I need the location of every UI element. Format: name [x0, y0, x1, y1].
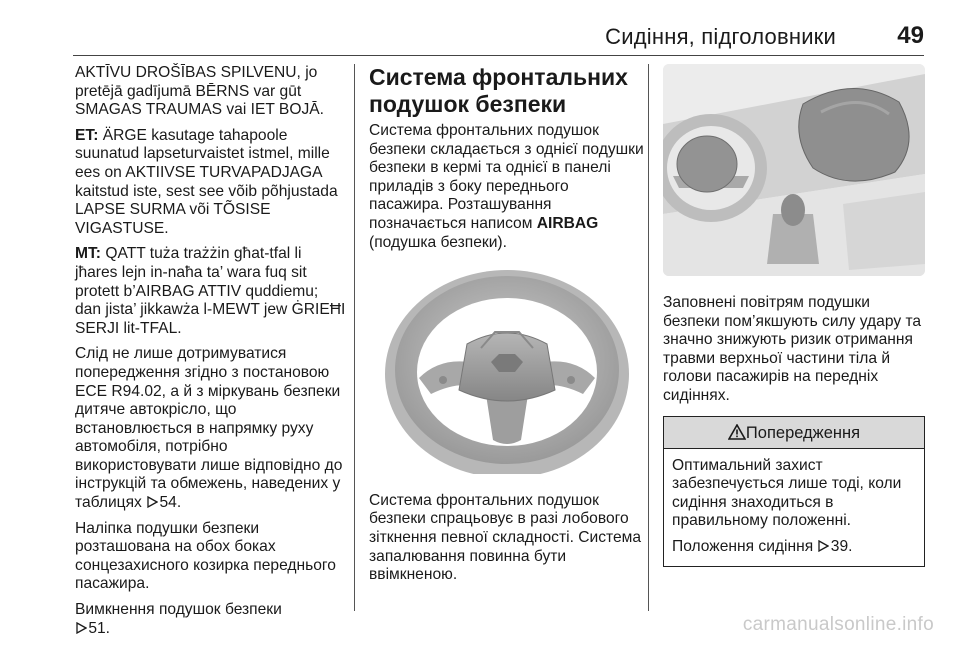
page-ref-text: 51.	[88, 619, 110, 637]
warning-seat-ref	[672, 538, 916, 557]
warning-triangle-icon	[728, 424, 746, 440]
paragraph-system-description	[369, 122, 645, 252]
page-number: 49	[897, 22, 924, 49]
paragraph-deactivation-text: Вимкнення подушок безпеки	[75, 601, 282, 619]
inflated-airbags-illustration	[663, 64, 925, 276]
paragraph-deactivation	[75, 601, 347, 638]
column-right	[663, 64, 925, 567]
paragraph-et-text: ÄRGE kasutage tahapoole suunatud lapseturvaistet istmel, mille ees on AKTIIVSE TURVAPADJAGA kaitstud iste, sest see võib põhjustada LAPSE SURMA või TÕSISE VIGASTUSE.	[75, 126, 338, 237]
warning-header	[664, 417, 924, 449]
column-middle	[369, 64, 645, 592]
arrow-ref-icon	[75, 622, 87, 634]
paragraph-deployment: Система фронтальних подушок безпеки спрацьовує в разі лобового зіткнення певної складності. Система запалювання повинна бути ввімкненою.	[369, 491, 642, 584]
column-divider-1	[354, 64, 355, 611]
paragraph-sticker: Наліпка подушки безпеки розташована на обох боках сонцезахисного козирка переднього пасажира.	[75, 519, 336, 593]
paragraph-mt-warning	[75, 245, 347, 338]
steering-wheel-illustration	[369, 262, 645, 474]
paragraph-lv-warning: AKTĪVU DROŠĪBAS SPILVENU, jo pretējā gadījumā BĒRNS var gūt SMAGAS TRAUMAS vai IET BOJĀ.	[75, 64, 324, 119]
page-ref-text: 39.	[830, 537, 853, 555]
warning-box	[663, 416, 925, 567]
paragraph-mt-text: QATT tuża trażżin għat-tfal li jħares lejn in-naħa ta’ wara fuq sit protett b’AIRBAG ATTIV quddiemu; dan jista’ jikkawża l-MEWT jew ĠRIEĦI SERJI lit-TFAL.	[75, 245, 346, 337]
header-divider	[73, 55, 924, 56]
page-title: Сидіння, підголовники	[605, 24, 836, 49]
arrow-ref-icon	[146, 496, 158, 508]
page-ref-link[interactable]	[75, 620, 110, 637]
warning-text: Оптимальний захист забезпечується лише тоді, коли сидіння знаходиться в правильному положенні.	[672, 456, 902, 530]
steering-wheel-figure	[369, 262, 645, 480]
paragraph-airbag-benefit: Заповнені повітрям подушки безпеки пом’якшують силу удару та значно знижують ризик отримання травми верхньої частини тіла й голови пасажирів на передніх сидіннях.	[663, 294, 922, 404]
watermark: carmanualsonline.info	[742, 614, 934, 635]
column-left	[75, 64, 347, 645]
paragraph-ece-text: Слід не лише дотримуватися попередження згідно з постановою ECE R94.02, а й з міркувань безпеки дитяче автокрісло, що встановлюється в напрямку руху автомобіля, потрібно використовувати лише відповідно до інструкцій та обмежень, наведених у таблицях	[75, 345, 343, 512]
paragraph-system-tail: (подушка безпеки).	[369, 233, 507, 251]
column-divider-2	[648, 64, 649, 611]
inflated-airbags-figure	[663, 64, 925, 276]
warning-body	[664, 449, 924, 566]
airbag-label: AIRBAG	[536, 214, 599, 232]
warning-seat-ref-text: Положення сидіння	[672, 537, 818, 555]
warning-title: Попередження	[745, 423, 861, 442]
section-title: Система фронтальних подушок безпеки	[369, 64, 628, 117]
paragraph-system-text: Система фронтальних подушок безпеки складається з однієї подушки безпеки в кермі та однієї в панелі приладів з боку переднього пасажира. Розташування позначається написом	[369, 122, 644, 232]
page-ref-link[interactable]	[146, 494, 181, 511]
paragraph-et-warning	[75, 127, 347, 239]
lang-label-et: ET:	[75, 126, 99, 144]
paragraph-ece-note	[75, 345, 347, 512]
page-ref-text: 54.	[159, 494, 182, 512]
page-ref-link[interactable]	[817, 538, 852, 555]
arrow-ref-icon	[817, 540, 829, 552]
lang-label-mt: MT:	[75, 245, 101, 263]
